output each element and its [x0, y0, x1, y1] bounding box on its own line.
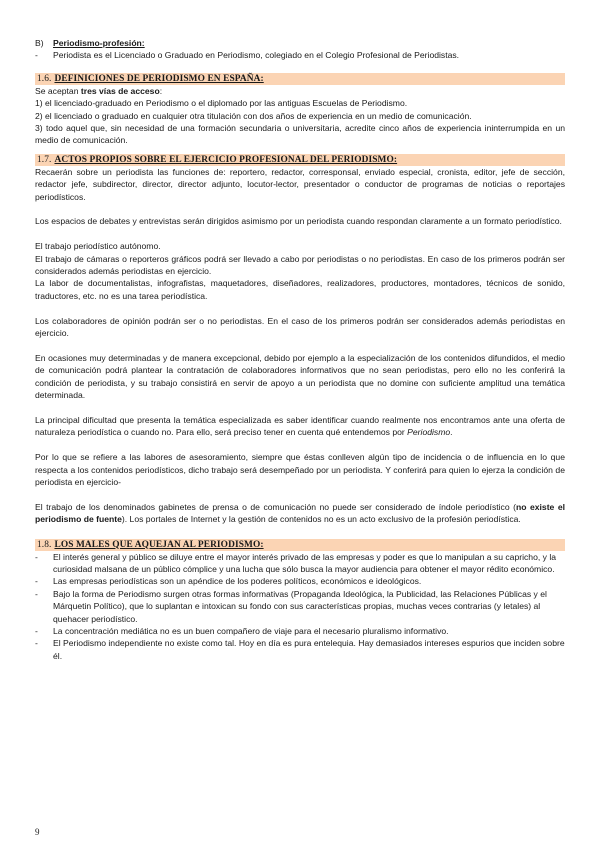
list-item: [35, 588, 565, 625]
bullet-dash: -: [35, 588, 38, 599]
access-item-2: 2) el licenciado o graduado en cualquier otra titulación con dos años de experiencia en un medio de comunicación.: [35, 110, 472, 121]
section-18-heading: [35, 539, 565, 551]
list-item: [35, 625, 565, 637]
p6-end: .: [450, 427, 453, 438]
section-b-bullet-text: Periodista es el Licenciado o Graduado en Periodismo, colegiado en el Colegio Profesional de Periodistas.: [53, 50, 460, 61]
section-17-heading: [35, 154, 565, 166]
list-item: [35, 551, 565, 576]
intro-text: Se aceptan: [35, 85, 81, 96]
p6-italic: Periodismo: [407, 427, 451, 438]
ills-bullet-4: La concentración mediática no es un buen compañero de viaje para el necesario pluralismo informativo.: [53, 625, 449, 636]
intro-bold: tres vías de acceso: [80, 85, 160, 96]
section-17-p5: En ocasiones muy determinadas y de manera excepcional, debido por ejemplo a la especialización de los contenidos difundidos, el medio de comunicación podrá plantear la contratación de colaboradores informativos que no sean periodistas, pero ello no les conferirá la condición de periodista, y su trabajo consistirá en servir de apoyo a un periodista que no domine con suficiente amplitud una temática determinada.: [35, 352, 565, 401]
access-item-1: 1) el licenciado-graduado en Periodismo o el diplomado por las antiguas Escuelas de Periodismo.: [35, 98, 408, 109]
section-17-p8: [35, 501, 565, 526]
section-18-number: 1.8.: [37, 539, 52, 550]
p8-after: ). Los portales de Internet y la gestión de contenidos no es un acto exclusivo de la profesión periodística.: [121, 514, 521, 525]
section-17-p2: Los espacios de debates y entrevistas serán dirigidos asimismo por un periodista cuando respondan claramente a un formato periodístico.: [35, 216, 562, 227]
section-16-intro: [35, 85, 565, 97]
section-17-p7: Por lo que se refiere a las labores de asesoramiento, siempre que éstas conlleven algún tipo de incidencia o de influencia en lo que respecta a los contenidos periodísticos, dicho trabajo será desempeñado por un periodista. Y conferirá para quien lo ejerza la condición de periodista en ejercicio-: [35, 452, 565, 487]
section-17-p6: [35, 414, 565, 439]
section-b-bullet: [35, 49, 565, 61]
section-b-title: Periodismo-profesión:: [53, 38, 145, 48]
section-17-p3a: El trabajo periodístico autónomo.: [35, 241, 161, 252]
intro-end: :: [159, 85, 163, 96]
p8-bold: no existe el periodismo de fuente: [35, 501, 565, 525]
section-18-title: LOS MALES QUE AQUEJAN AL PERIODISMO:: [54, 539, 264, 550]
section-16-heading: [35, 73, 565, 85]
page-content: [35, 37, 565, 662]
list-item: [35, 637, 565, 662]
ills-bullet-1: El interés general y público se diluye entre el mayor interés privado de las empresas y poder es que lo manipulan a su capricho, y la curiosidad malsana de un público cómplice y una lucha que sólo busca la mayor audiencia para obtener el mayor rédito económico.: [53, 551, 557, 574]
bullet-dash: -: [35, 576, 38, 587]
section-17-title: ACTOS PROPIOS SOBRE EL EJERCICIO PROFESIONAL DEL PERIODISMO:: [54, 154, 398, 165]
access-item-3: 3) todo aquel que, sin necesidad de una formación secundaria o universitaria, acredite cinco años de experiencia ininterrumpida en un medio de comunicación.: [35, 123, 565, 146]
section-17-p3b: El trabajo de cámaras o reporteros gráficos podrá ser llevado a cabo por periodistas o no periodistas. En caso de los primeros podrán ser considerados además periodistas en ejercicio.: [35, 253, 565, 277]
bullet-dash: -: [35, 625, 38, 636]
ills-bullet-3: Bajo la forma de Periodismo surgen otras formas informativas (Propaganda Ideológica, la Publicidad, las Relaciones Públicas y el Márquetin Político), que lo suplantan e intoxican su fondo con sus características propias, muchas veces contrarias (y letales) al quehacer periodístico.: [53, 588, 547, 624]
section-16-number: 1.6.: [37, 73, 52, 84]
bullet-dash: -: [35, 50, 38, 61]
section-17-number: 1.7.: [37, 154, 52, 165]
section-17-p4: Los colaboradores de opinión podrán ser o no periodistas. En el caso de los primeros podrán ser considerados además periodistas en ejercicio.: [35, 315, 565, 339]
list-item: [35, 575, 565, 587]
bullet-dash: -: [35, 551, 38, 562]
page-number: 9: [35, 827, 40, 837]
ills-bullet-5: El Periodismo independiente no existe como tal. Hoy en día es pura entelequia. Hay demasiados intereses espurios que inciden sobre él.: [53, 638, 565, 661]
section-17-p3c: La labor de documentalistas, infografistas, maquetadores, diseñadores, realizadores, productores, montadores, técnicos de sonido, traductores, etc. no es una tarea periodística.: [35, 278, 565, 301]
section-16-title: DEFINICIONES DE PERIODISMO EN ESPAÑA:: [54, 73, 264, 84]
ills-bullet-2: Las empresas periodísticas son un apéndice de los poderes políticos, económicos e ideológicos.: [53, 576, 422, 587]
section-b-heading: [35, 37, 565, 49]
p6-text: La principal dificultad que presenta la temática especializada es saber identificar cuando realmente nos encontramos ante una oferta de naturaleza periodística o cuando no. Para ello, será preciso tener en cuenta qué entendemos por: [35, 414, 565, 438]
section-17-p1: Recaerán sobre un periodista las funciones de: reportero, redactor, corresponsal, enviado especial, cronista, editor, jefe de sección, redactor jefe, subdirector, director, director adjunto, locutor-lector, presentador o conductor de programas de noticias o reportajes periodísticos.: [35, 166, 565, 202]
section-b-label: B): [35, 38, 44, 48]
p8-text: El trabajo de los denominados gabinetes de prensa o de comunicación no puede ser considerado de índole periodístico (: [35, 501, 516, 512]
bullet-dash: -: [35, 638, 38, 649]
